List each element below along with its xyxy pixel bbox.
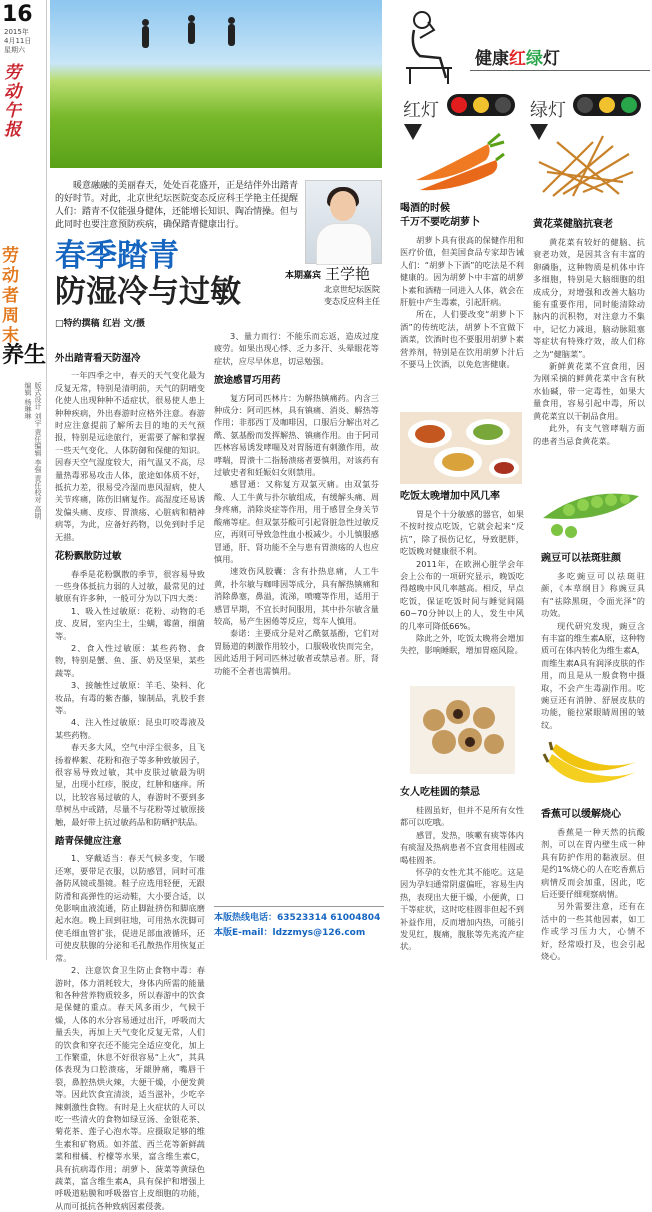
email: 本版E-mail：ldzzmys@126.com — [214, 928, 366, 938]
contact-footer — [214, 906, 384, 941]
paragraph: 除此之外，吃饭太晚将会增加失控，影响睡眠，增加胃癌风险。 — [400, 633, 524, 656]
paragraph: 一年四季之中，春天的天气变化最为反复无常，特别是清明前，天气的阴晴变化使人出现种种不适症状，很易使人患上种种疾病，外出春游时应格外注意。春游时应注意提前了解所去目的地的天气预报，特别是远途旅行，更需要了解和掌握一些天气变化、人体防御和保健的知识。因春天空气湿度较大，雨气温又不高，尽量热毒邪易攻击人体，旅途如体质不好，抵抗力差，很易受冷湿而患风湿病，使人关节疼痛，陈伤旧痛复作。高湿度还易诱发偏头痛、皮疹、胃溃疡、心脏病和精神病等，为此，应备好药物，以免到时手足无措。 — [55, 370, 205, 542]
green-light-label: 绿灯 — [530, 100, 566, 121]
headline-line2: 防湿冷与过敏 — [55, 274, 241, 310]
runner-figure — [188, 22, 195, 44]
light-red-lamp — [577, 97, 593, 113]
paragraph: 春季是花粉飘散的季节，很容易导致一些身体抵抗力弱的人过敏，最常见的过敏原有许多种，一般可分为以下四大类： — [55, 568, 205, 604]
list-item: 1、吸入性过敏原：花粉、动物的毛皮、皮屑，室内尘土，尘螨，霉菌，细菌等。 — [55, 605, 205, 641]
guest-portrait — [305, 180, 382, 264]
page-number: 16 — [2, 2, 33, 27]
daylily-image — [533, 132, 641, 200]
title-green: 绿 — [526, 49, 543, 69]
paragraph: 2011年，在欧洲心脏学会年会上公布的一项研究显示，晚饭吃得越晚中风几率越高。相反，早点吃饭，保证吃饭时间与睡觉间隔60~70分钟以上的人，发生中风的几率可降低66%。 — [400, 558, 524, 631]
light-yellow-lamp — [473, 97, 489, 113]
light-green-lamp — [495, 97, 511, 113]
guest-org-line2: 变态反应科主任 — [324, 297, 380, 306]
red-light-label: 红灯 — [403, 100, 439, 121]
paragraph: 新鲜黄花菜不宜食用，因为刚采摘的鲜黄花菜中含有秋水仙碱，带一定毒性，如果大量食用，容易引起中毒，所以黄花菜宜以干制品食用。 — [533, 361, 645, 421]
red-item-body — [400, 508, 524, 688]
article-headline — [55, 238, 305, 310]
guest-label: 本期嘉宾 — [285, 271, 322, 281]
runner-figure — [228, 24, 235, 46]
green-item-title: 香蕉可以缓解烧心 — [541, 809, 621, 820]
green-item-body — [541, 570, 645, 730]
guest-name: 王学艳 — [325, 265, 371, 283]
headline-line1: 春季踏青 — [55, 238, 179, 274]
hero-photo-meadow-runners — [50, 0, 382, 168]
paragraph: 另外需要注意，还有在活中的一些其他因素，如工作或学习压力大，心情不好，经常殴打及，也会引起烧心。 — [541, 901, 645, 962]
peas-image — [535, 478, 645, 540]
title-line1: 喝酒的时候 — [400, 203, 450, 214]
light-yellow-lamp — [599, 97, 615, 113]
red-item-title: 吃饭太晚增加中风几率 — [400, 491, 500, 502]
paragraph: 感冒，发热，咳嗽有痰等体内有痰湿及热病患者不宜食用桂圆或喝桂圆茶。 — [400, 829, 524, 865]
title-divider — [470, 70, 650, 71]
green-item-body — [533, 236, 645, 476]
runner-figure — [142, 26, 149, 48]
subheading: 外出踏青看天防湿冷 — [55, 353, 141, 364]
portrait-face — [330, 191, 356, 221]
traffic-light-title — [475, 44, 560, 69]
paragraph: 复方阿司匹林片：为解热镇痛药。内含三种成分：阿司匹林，具有镇痛、消炎、解热等作用；非那西丁及咖啡因，口服后分解出对乙酰、氨基酚而发挥解热、镇痛作用。由于阿司匹林容易诱发哮喘及对胃肠道有刺激作用，故哮喘，胃溃十二指肠溃疡者要慎用，对该药有过敏史者和妊娠妇女则禁用。 — [214, 392, 379, 478]
paragraph: 3、量力而行：不能乐而忘返，造成过度疲劳。如果出现心悸、乏力多汗、头晕眼花等症状，应尽早休息，切忌勉强。 — [214, 331, 379, 366]
paragraph: 2、注意饮食卫生防止食物中毒：春游时，体力消耗较大，身体内所需的能量和各种营养物质较多，所以春游中的饮食是保健的重点。春天风多雨少，气候干燥，人体的水分容易通过出汗，呼吸而大量丢失，再加上天气变化反复无常，人们的饮食和穿衣还不能完全适应变化，加上工作繁重，休息不好很容易“上火”，其具体表现为口腔溃疡，牙龈肿痛，嘴唇干裂，鼻腔热烘火辣，大便干燥，小便发黄等。因此饮食宜清淡，适当滋补，少吃辛辣刺激性食物。有时是上火症状的人可以吃一些清火的食物如绿豆汤、金银花茶、菊花茶、莲子心泡水等。应摄取足够的维生素和矿物质。如芥蓝、西兰花等新鲜蔬菜和柑橘、柠檬等水果，富含维生素C，具有抗病毒作用；胡萝卜、菠菜等黄绿色蔬菜，富含维生素A，具有保护和增强上呼吸道粘膜和呼吸器官上皮细胞的功能，从而可抵抗各种致病因素侵袭。 — [55, 965, 205, 1211]
subheading: 踏青保健应注意 — [55, 836, 122, 848]
article-column-2 — [214, 330, 379, 890]
title-part2: 灯 — [543, 49, 560, 69]
dinner-dishes-image — [400, 412, 522, 484]
red-item-title — [400, 202, 520, 230]
paragraph: 桂圆虽好，但并不是所有女性都可以吃哦。 — [400, 805, 524, 828]
paragraph: 现代研究发现，豌豆含有丰富的维生素A原，这种物质可在体内转化为维生素A，而维生素A具有润泽皮肤的作用，而且是从一般食物中摄取，不会产生毒副作用。吃豌豆还有消肿、舒展皮肤的功能，能拉紧眼睛周围的皱纹。 — [541, 620, 645, 730]
paragraph: 黄花菜有较好的健脑、抗衰老功效，是因其含有丰富的卵磷脂，这种物质是机体中许多细胞，特别是大脑细胞的组成成分，对增强和改善大脑功能有重要作用，同时能清除动脉内的沉积物，对注意力不集中，记忆力减退，脑动脉阻塞等症状有特殊疗效，故人们称之为“健脑菜”。 — [533, 237, 645, 359]
portrait-coat — [316, 223, 372, 265]
guest-org-line1: 北京世纪坛医院 — [324, 285, 380, 294]
section-topic: 养生 — [2, 343, 47, 368]
green-item-title: 黄花菜健脑抗衰老 — [533, 219, 613, 230]
light-red-lamp — [451, 97, 467, 113]
subheading: 旅途感冒巧用药 — [214, 375, 281, 387]
paragraph: 春天多大风，空气中浮尘很多，且飞扬着桦絮、花粉和孢子等多种致敏因子，很容易导致过敏，其中皮肤过敏最为明显，出现小红疹，脱皮，红肿和瘙痒。所以，比较容易过敏的人，春游时不要到多草树丛中或踏，尽量不与花粉等过敏原接触，最好带上抗过敏药品和防晒护肤品。 — [55, 742, 205, 827]
date-weekday: 星期六 — [4, 46, 25, 54]
editorial-credits: 版式设计 刘宇 责任编辑 李强 责任校对 高明 编辑 杨琳琳 — [24, 382, 42, 520]
date-year: 2015年 — [4, 28, 29, 36]
red-item-title: 女人吃桂圆的禁忌 — [400, 787, 480, 798]
newspaper-masthead: 劳动午报 — [4, 63, 21, 140]
list-item: 4、注入性过敏原：昆虫叮咬毒液及某些药物。 — [55, 717, 205, 740]
byline: □特约撰稿 红岩 文/摄 — [55, 319, 146, 329]
title-red: 红 — [509, 49, 526, 69]
article-column-1 — [55, 345, 205, 1211]
paragraph: 1、穿戴适当：春天气候多变，乍暖还寒，要带足衣服，以防感冒，同时可准备防风镜或墨镜。鞋子应选用轻便，无跟防滑和高弹性的运动鞋，大小要合适，以免影响血液流通，防止脚趾挤伤和脚底磨起水泡。晚上回到驻地，可用热水洗脚可使毛细血管扩张，促进足部血液循环，还可使皮肤腺的分泌和毛孔散热作用恢复正常。 — [55, 853, 205, 963]
banana-image — [538, 732, 643, 800]
red-item-body — [400, 234, 524, 394]
thinker-illustration — [400, 8, 460, 86]
green-item-title: 豌豆可以祛斑驻颜 — [541, 553, 621, 564]
paragraph: 香蕉是一种天然的抗酸剂，可以在胃内壁生成一种具有防护作用的黏液层。但是约1%烧心的人在吃香蕉后病情反而会加重，因此，吃后还要仔细观察病情。 — [541, 827, 645, 900]
traffic-light-green — [573, 94, 641, 116]
paragraph: 所在，人们要改变“胡萝卜下酒”的传统吃法，胡萝卜不宜做下酒菜，饮酒时也不要服用胡萝卜素营养剂，特别是在饮用胡萝卜汁后不要马上饮酒，以免危害健康。 — [400, 309, 524, 370]
paragraph: 胡萝卜具有很高的保健作用和医疗价值，但美国食品专家却告诫人们：“胡萝卜下酒”的吃法是不利健康的。因为胡萝卜中丰富的胡萝卜素和酒精一同进入人体，就会在肝脏中产生毒素，引起肝病。 — [400, 235, 524, 308]
paragraph: 怀孕的女性尤其不能吃。这是因为孕妇通常阴虚偏旺，容易生内热，表现出大便干燥，小便黄，口干等症状，这时吃桂圆非但起不到补益作用，反而增加内热，可能引发见红，腹痛，腹胀等先兆流产症状。 — [400, 867, 524, 952]
longan-image — [410, 686, 515, 774]
traffic-light-red — [447, 94, 515, 116]
paragraph: 此外，有支气管哮喘方面的患者当忌食黄花菜。 — [533, 423, 645, 446]
light-green-lamp — [621, 97, 637, 113]
date-day: 4月11日 — [4, 37, 32, 45]
guest-organization — [308, 284, 380, 308]
paragraph: 感冒通：又称复方双氯灭痛。由双氯芬酸、人工牛黄与扑尔敏组成，有缓解头痛、周身疼痛，消除炎症等作用，用于感冒全身关节酸痛等症。但双氯芬酸可引起肾脏急性过敏反应，再则可导致急性血小板减少。小儿慎服感冒通，肝、肾功能不全与患有胃溃疡的人也应慎用。 — [214, 479, 379, 564]
list-item: 2、食入性过敏原：某些药物、食物，特别是蟹、鱼、蛋、奶及坚果，某些蔬等。 — [55, 642, 205, 678]
subheading: 花粉飘散防过敏 — [55, 551, 122, 563]
paragraph: 多吃豌豆可以祛斑驻颜，《本草纲目》称豌豆具有“祛除黑斑，令面光泽”的功效。 — [541, 571, 645, 619]
title-line2: 千万不要吃胡萝卜 — [400, 217, 480, 228]
paragraph: 胃是个十分敏感的器官，如果不按时按点吃饭，它就会起来“反抗”，除了损伤记忆，导致肥胖，吃饭晚对健康很不利。 — [400, 509, 524, 557]
title-part1: 健康 — [475, 49, 509, 69]
carrots-image — [410, 130, 505, 195]
red-item-body — [400, 804, 524, 954]
list-item: 3、接触性过敏原：羊毛、染料、化妆品，有毒的紫杏藤，镍制品，乳胶手套等。 — [55, 680, 205, 715]
issue-date — [4, 28, 44, 55]
hotline: 本版热线电话：63523314 61004804 — [214, 913, 381, 923]
section-name: 劳动者周末 — [2, 246, 19, 346]
paragraph: 泰诺：主要成分是对乙酰氨基酚，它们对胃肠道的刺激作用较小，口服吸收快而完全，因此适用于阿司匹林过敏者或禁忌者。肝，肾功能不全者也需慎用。 — [214, 628, 379, 676]
paragraph: 速效伤风胶囊：含有扑热息痛，人工牛黄，扑尔敏与咖啡因等成分，具有解热镇痛和消除鼻塞，鼻溢，流涕，喷嚏等作用，适用于感冒早期，不宜长时间服用，其中扑尔敏含量较高，易产生困倦等反应，驾车人慎用。 — [214, 566, 379, 626]
green-item-body — [541, 826, 645, 962]
article-intro: 暖意融融的美丽春天，处处百花盛开，正是结伴外出踏青的好时节。对此，北京世纪坛医院变态反应科王学艳主任提醒人们：踏青不仅能强身健体，还能增长知识、陶冶情操。但与此同时也要注意预防疾病，确保踏青健康出行。 — [55, 181, 299, 230]
